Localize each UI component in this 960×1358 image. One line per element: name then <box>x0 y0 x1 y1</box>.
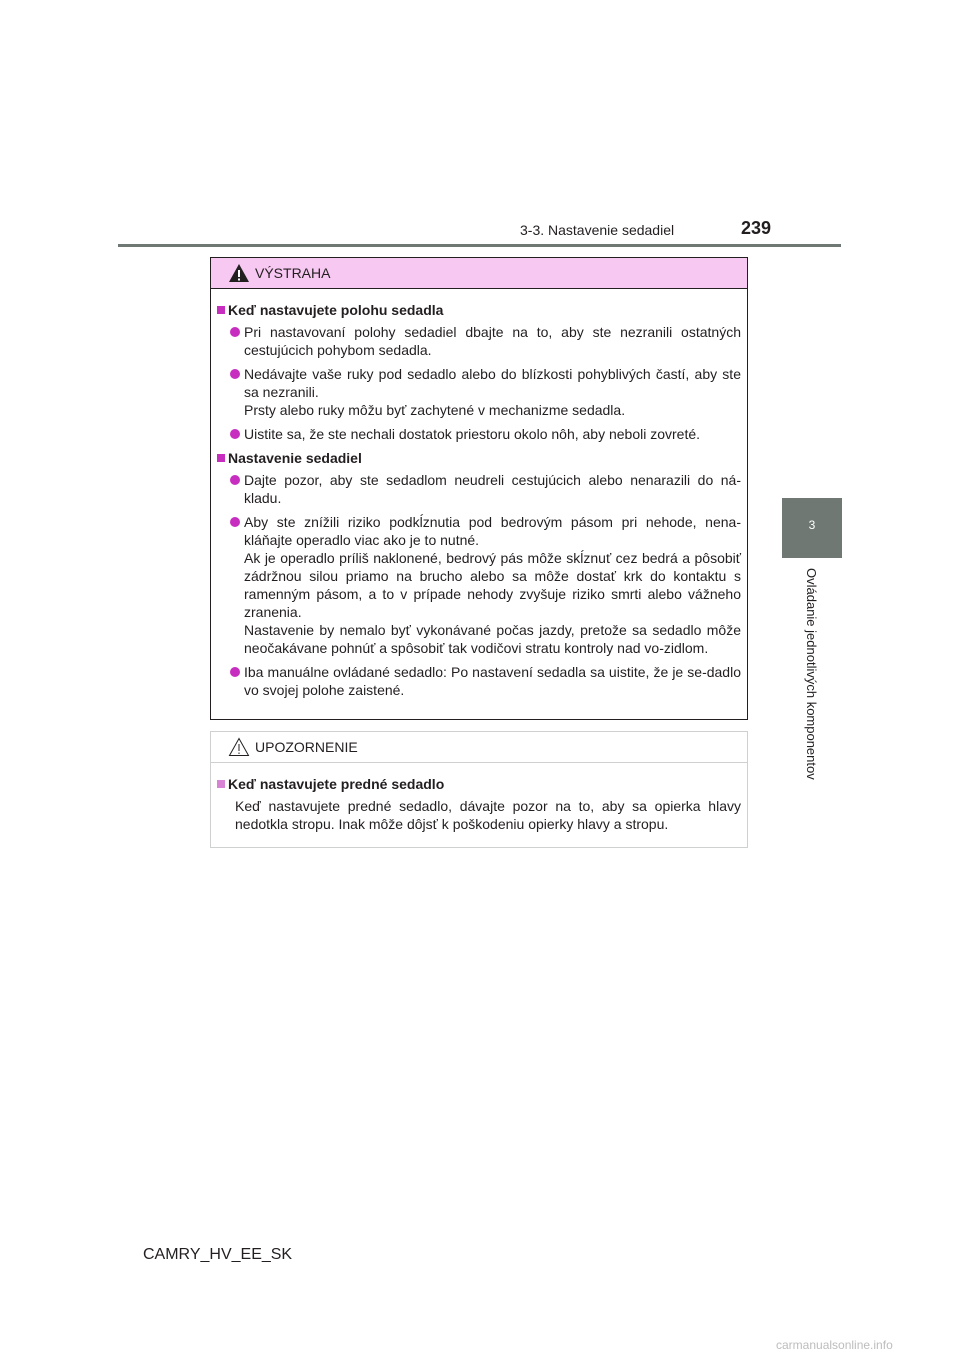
bullet-text <box>244 471 741 507</box>
header-rule <box>118 244 841 247</box>
heading-text: Keď nastavujete predné sedadlo <box>228 776 445 792</box>
bullet-line: Uistite sa, že ste nechali dostatok priestoru okolo nôh, aby neboli zovreté. <box>244 426 701 442</box>
caution-text: Keď nastavujete predné sedadlo, dávajte pozor na to, aby sa opierka hlavy nedotkla stropu. Inak môže dôjsť k poškodeniu opierky hlavy a stropu. <box>235 798 741 832</box>
bullet-line: Aby ste znížili riziko podkĺznutia pod bedrovým pásom pri nehode, nena-kláňajte operadlo viac ako je to nutné. <box>244 514 741 548</box>
bullet-text <box>244 513 741 657</box>
bullet-line: Ak je operadlo príliš naklonené, bedrový pás môže skĺznuť cez bedrá a pôsobiť zádržnou silou priamo na brucho alebo sa môže dostať krk do kontaktu s ramenným pásom, a to v prípade nehody zvyšuje riziko smrti alebo vážneho zranenia. <box>244 550 741 620</box>
square-bullet-icon <box>217 454 225 462</box>
heading-text: Keď nastavujete polohu sedadla <box>228 302 444 318</box>
caution-content <box>211 763 747 833</box>
bullet-item <box>230 425 741 443</box>
page-number: 239 <box>741 218 772 238</box>
warning-box <box>210 257 748 720</box>
warning-content <box>211 289 747 699</box>
square-bullet-icon <box>217 780 225 788</box>
caution-box <box>210 731 748 848</box>
watermark: carmanualsonline.info <box>776 1338 893 1352</box>
square-bullet-icon <box>217 306 225 314</box>
bullet-line: Prsty alebo ruky môžu byť zachytené v mechanizme sedadla. <box>244 402 626 418</box>
bullet-item <box>230 471 741 507</box>
bullet-line: Pri nastavovaní polohy sedadiel dbajte na to, aby ste nezranili ostatných cestujúcich pohybom sedadla. <box>244 324 741 358</box>
dot-bullet-icon <box>230 517 240 527</box>
dot-bullet-icon <box>230 667 240 677</box>
caution-heading <box>217 775 741 793</box>
bullet-text <box>244 663 741 699</box>
caution-triangle-icon <box>228 737 250 757</box>
bullet-text <box>244 365 741 419</box>
section-title: 3-3. Nastavenie sedadiel <box>520 222 675 238</box>
bullet-line: Nedávajte vaše ruky pod sedadlo alebo do blízkosti pohyblivých častí, aby ste sa nezranili. <box>244 366 741 400</box>
caution-title: UPOZORNENIE <box>255 739 358 755</box>
heading-text: Nastavenie sedadiel <box>228 450 362 466</box>
bullet-line: Iba manuálne ovládané sedadlo: Po nastavení sedadla sa uistite, že je se-dadlo vo svojej polohe zaistené. <box>244 664 741 698</box>
warning-heading-1 <box>217 301 741 319</box>
dot-bullet-icon <box>230 429 240 439</box>
bullet-item <box>230 663 741 699</box>
bullet-line: Nastavenie by nemalo byť vykonávané počas jazdy, pretože sa sedadlo môže neočakávane pohnúť a spôsobiť tak vodičovi stratu kontroly nad vo-zidlom. <box>244 622 741 656</box>
chapter-number: 3 <box>808 518 816 532</box>
dot-bullet-icon <box>230 369 240 379</box>
warning-header <box>211 258 747 289</box>
footer-code: CAMRY_HV_EE_SK <box>143 1246 293 1263</box>
bullet-item <box>230 323 741 359</box>
bullet-item <box>230 365 741 419</box>
caution-header <box>211 732 747 763</box>
dot-bullet-icon <box>230 327 240 337</box>
warning-title: VÝSTRAHA <box>255 265 331 281</box>
bullet-text <box>244 323 741 359</box>
bullet-line: Dajte pozor, aby ste sedadlom neudreli cestujúcich alebo nenarazili do ná-kladu. <box>244 472 741 506</box>
bullet-item <box>230 513 741 657</box>
chapter-tab <box>782 498 842 558</box>
dot-bullet-icon <box>230 475 240 485</box>
chapter-label: Ovládanie jednotlivých komponentov <box>804 568 819 780</box>
warning-heading-2 <box>217 449 741 467</box>
bullet-text <box>244 425 741 443</box>
warning-triangle-icon <box>228 263 250 283</box>
